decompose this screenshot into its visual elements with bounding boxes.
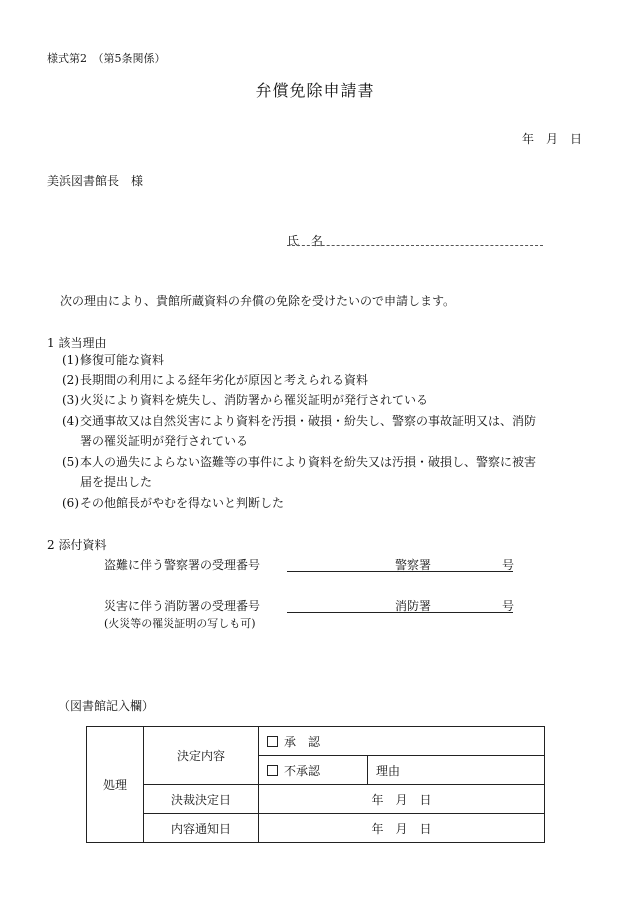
reason-label: 理由 (376, 763, 401, 778)
reason-text: 長期間の利用による経年劣化が原因と考えられる資料 (80, 373, 369, 387)
decision-label: 決定内容 (144, 727, 259, 785)
notice-date-value[interactable]: 年 月 日 (259, 814, 545, 843)
disapprove-checkbox-icon[interactable] (267, 765, 278, 776)
reason-number: (2) (62, 373, 79, 387)
decision-date-label: 決裁決定日 (144, 785, 259, 814)
section1-heading: 1 該当理由 (47, 336, 107, 350)
notice-date-label: 内容通知日 (144, 814, 259, 843)
addressee: 美浜図書館長 様 (47, 174, 144, 188)
reason-number: (3) (62, 393, 79, 407)
approve-label: 承 認 (284, 734, 321, 749)
reason-item (62, 452, 592, 492)
library-table (86, 726, 545, 843)
reason-text: 交通事故又は自然災害により資料を汚損・破損・紛失し、警察の事故証明又は、消防 (80, 414, 537, 428)
approve-option[interactable] (259, 727, 545, 756)
reason-item (62, 411, 592, 451)
reason-text: その他館長がやむを得ないと判断した (80, 496, 285, 510)
decision-date-value[interactable]: 年 月 日 (259, 785, 545, 814)
reason-text: 火災により資料を焼失し、消防署から罹災証明が発行されている (80, 393, 429, 407)
reason-continuation: 届を提出した (80, 475, 153, 489)
reason-text: 本人の過失によらない盗難等の事件により資料を紛失又は汚損・破損し、警察に被害 (80, 455, 537, 469)
form-number: 様式第2 （第5条関係） (47, 52, 166, 65)
library-section-label: （図書館記入欄） (58, 699, 155, 713)
reason-field[interactable] (368, 756, 545, 785)
fire-receipt-label: 災害に伴う消防署の受理番号 (104, 599, 261, 613)
police-office-label: 警察署 (395, 558, 432, 572)
reason-item (62, 390, 592, 410)
fire-office-label: 消防署 (395, 599, 432, 613)
police-number-suffix: 号 (502, 558, 515, 572)
reason-item (62, 370, 592, 390)
police-receipt-label: 盗難に伴う警察署の受理番号 (104, 558, 261, 572)
process-cell: 処理 (87, 727, 144, 843)
intro-text: 次の理由により、貴館所蔵資料の弁償の免除を受けたいので申請します。 (60, 294, 456, 308)
name-field-line (287, 245, 543, 246)
reason-item (62, 493, 592, 513)
reason-continuation: 署の罹災証明が発行されている (80, 434, 249, 448)
section2-heading: 2 添付資料 (47, 538, 107, 552)
fire-receipt-note: (火災等の罹災証明の写しも可) (104, 617, 256, 630)
reason-number: (5) (62, 455, 79, 469)
approve-checkbox-icon[interactable] (267, 736, 278, 747)
document-title: 弁償免除申請書 (255, 81, 375, 100)
reason-number: (1) (62, 353, 79, 367)
reason-text: 修復可能な資料 (80, 353, 165, 367)
reason-number: (4) (62, 414, 79, 428)
reason-number: (6) (62, 496, 79, 510)
application-date: 年 月 日 (521, 132, 582, 146)
disapprove-option[interactable] (259, 756, 368, 785)
reason-item (62, 350, 592, 370)
name-label: 氏 名 (287, 234, 324, 248)
fire-number-suffix: 号 (502, 599, 515, 613)
disapprove-label: 不承認 (284, 763, 321, 778)
